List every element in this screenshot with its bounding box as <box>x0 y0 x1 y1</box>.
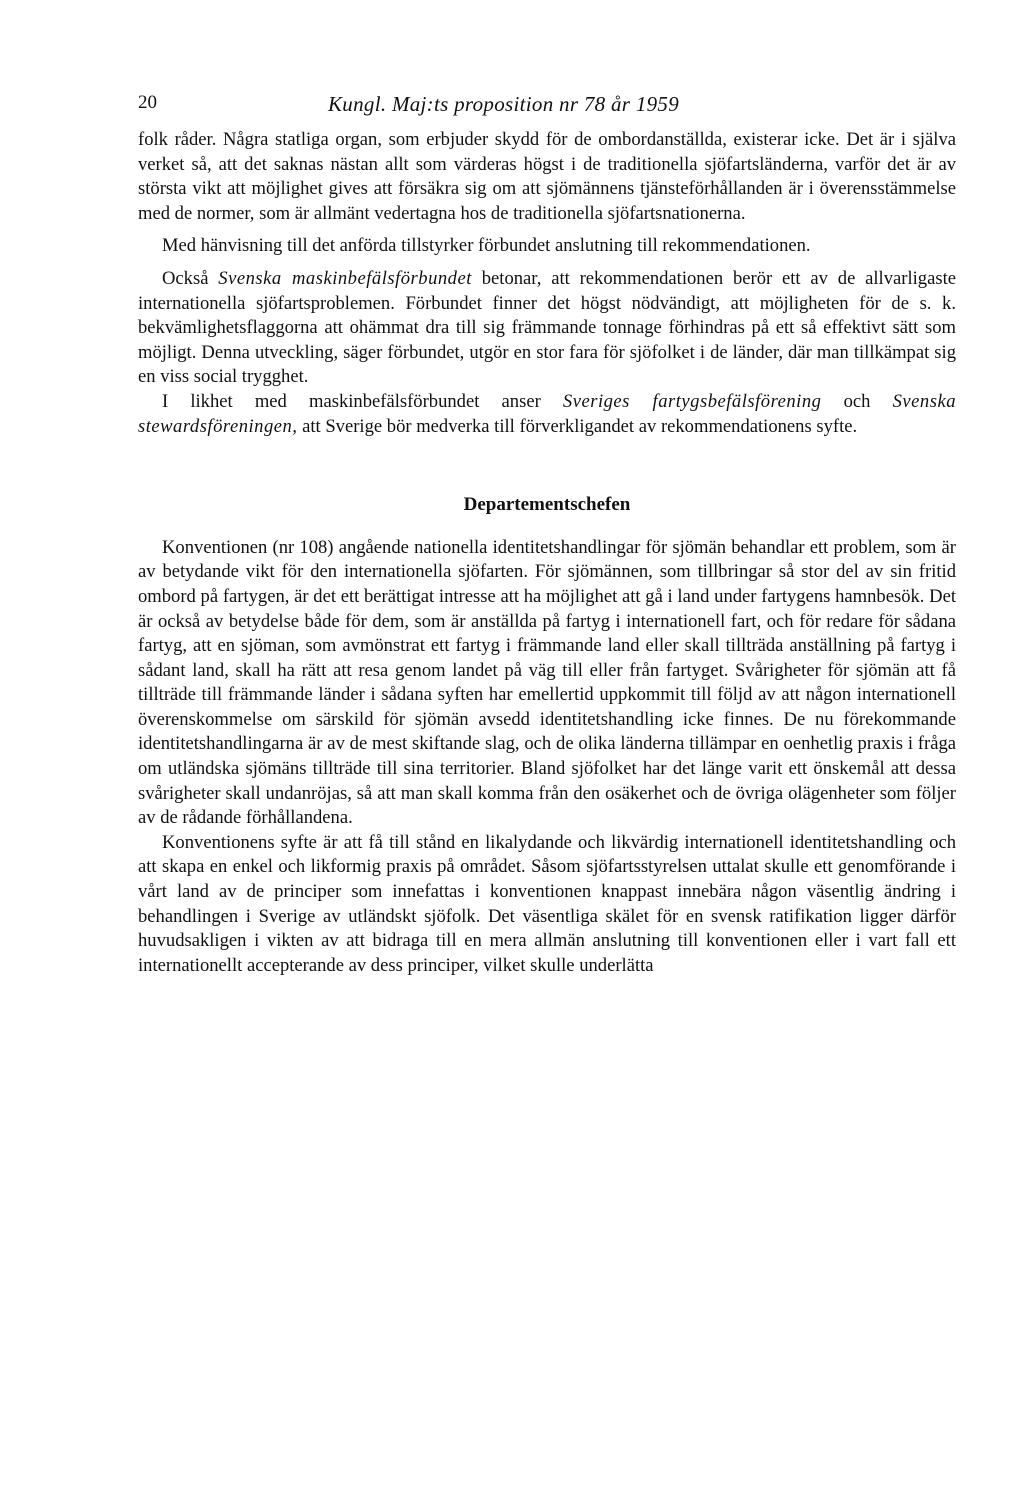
paragraph-3-text-b: betonar, att rekommendationen berör ett av de allvarligaste internationella sjöfartsproblemen. Förbundet finner det högst nödvändigt, att möjligheten för de s. k. bekvämlighetsflaggorna att ohämmat dra till sig främmande tonnage förhindras på ett så effektivt sätt som möjligt. Denna utveckling, säger förbundet, utgör en stor fara för sjöfolket i de länder, där man tillkämpat sig en viss social trygghet. <box>138 267 957 388</box>
paragraph-6: Konventionens syfte är att få till stånd en likalydande och likvärdig internationell identitetshandling och att skapa en enkel och likformig praxis på området. Såsom sjöfartsstyrelsen uttalat skulle ett genomförande i vårt land av de principer som innefattas i konventionen knappast innebära någon väsentlig ändring i behandlingen i Sverige av utländskt sjöfolk. Det väsentliga skälet för en svensk ratifikation ligger därför huvudsakligen i vikten av att bidraga till en mera allmän anslutning till konventionen eller i vart fall ett internationellt accepterande av dess principer, vilket skulle underlätta <box>138 831 956 976</box>
paragraph-4-text-b: och <box>821 390 893 412</box>
body-text <box>138 128 956 978</box>
running-title: Kungl. Maj:ts proposition nr 78 år 1959 <box>328 92 680 116</box>
org-name-fartygsbefalsforening: Sveriges fartygsbefälsförening <box>562 390 822 412</box>
paragraph-4-text-a: I likhet med maskinbefälsförbundet anser <box>162 390 563 412</box>
paragraph-4 <box>138 390 956 439</box>
paragraph-1: folk råder. Några statliga organ, som erbjuder skydd för de ombordanställda, existerar icke. Det är i själva verket så, att det saknas nästan allt som värderas högst i de traditionella sjöfartsländerna, varför det är av största vikt att möjlighet gives att försäkra sig om att sjömännens tjänsteförhållanden är i överensstämmelse med de normer, som är allmänt vedertagna hos de traditionella sjöfartsnationerna. <box>138 129 956 224</box>
paragraph-3-text-a: Också <box>162 267 219 289</box>
paragraph-5: Konventionen (nr 108) angående nationella identitetshandlingar för sjömän behandlar ett problem, som är av betydande vikt för den internationella sjöfarten. För sjömännen, som tillbringar så stor del av sin fritid ombord på fartygen, är det ett berättigat intresse att ha möjlighet att gå i land under fartygens hamnbesök. Det är också av betydelse både för dem, som är anställda på fartyg i internationell fart, och för redare för sådana fartyg, att en sjöman, som avmönstrat ett fartyg i främmande land eller skall tillträda anställning på fartyg i sådant land, skall ha rätt att resa genom landet på väg till eller från fartyget. Svårigheter för sjömän att få tillträde till främmande länder i sådana syften har emellertid uppkommit till följd av att någon internationell överenskommelse om särskild för sjömän avsedd identitetshandling icke finnes. De nu förekommande identitetshandlingarna är av de mest skiftande slag, och de olika länderna tillämpar en oenhetlig praxis i fråga om utländska sjömäns tillträde till sina territorier. Bland sjöfolket har det länge varit ett önskemål att dessa svårigheter skall undanröjas, så att man skall komma från den osäkerhet och de övriga olägenheter som följer av de rådande förhållandena. <box>138 536 956 829</box>
paragraph-4-text-c: att Sverige bör medverka till förverkligandet av rekommendationens syfte. <box>297 415 858 437</box>
paragraph-3 <box>138 267 956 390</box>
section-heading: Departementschefen <box>463 494 631 516</box>
page-header <box>138 92 958 122</box>
org-name-maskinbefalsforbundet: Svenska maskinbefälsförbundet <box>218 267 472 289</box>
org-name-stewardsforeningen: Svenska stewardsföreningen, <box>138 390 956 437</box>
paragraph-2: Med hänvisning till det anförda tillstyrker förbundet anslutning till rekommendationen. <box>162 235 811 257</box>
page-number: 20 <box>138 92 157 113</box>
